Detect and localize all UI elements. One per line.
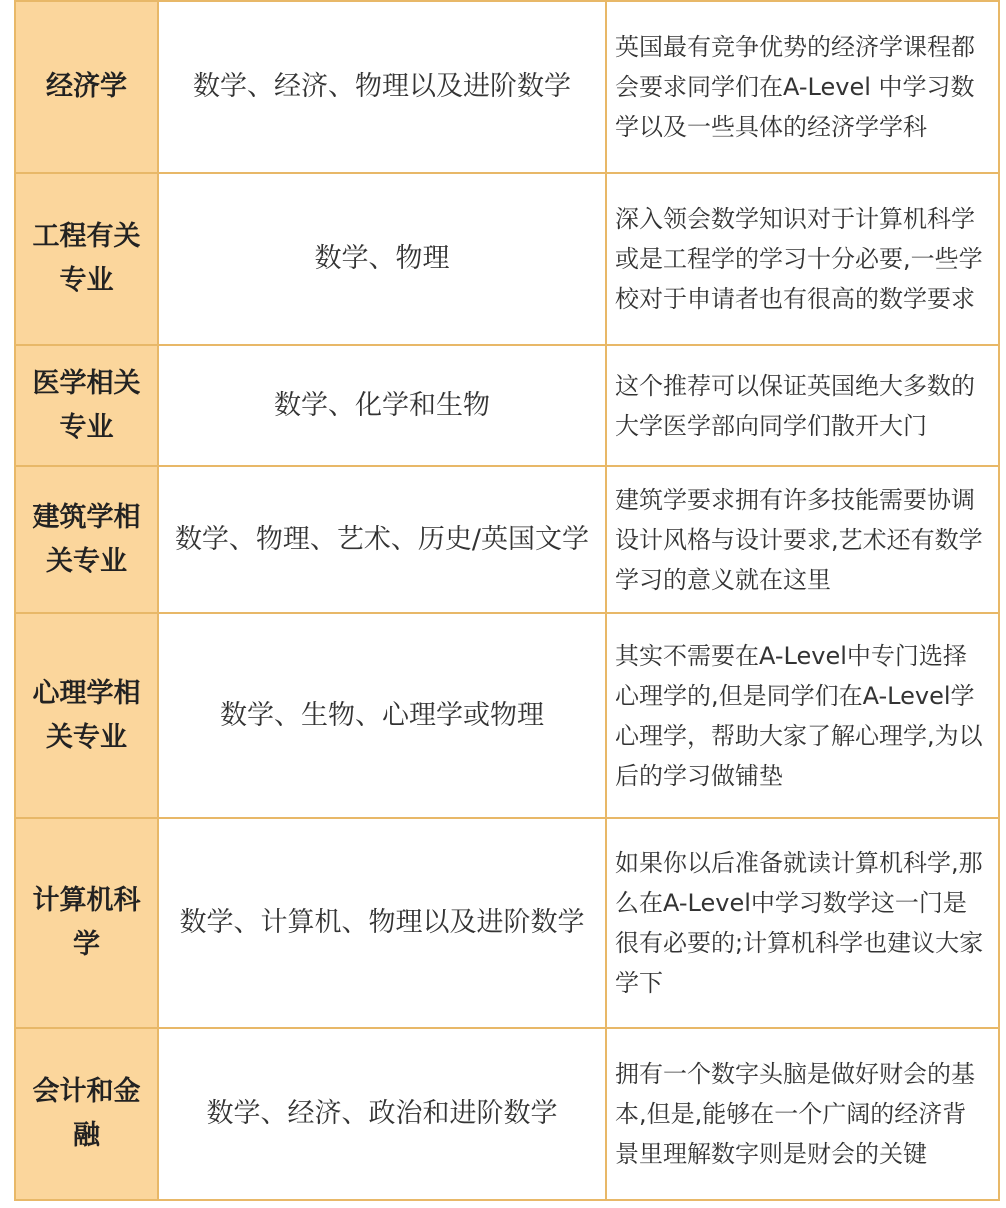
table-row — [15, 818, 999, 1028]
subjects-text: 数学、经济、政治和进阶数学 — [206, 1098, 558, 1129]
table-row — [15, 173, 999, 345]
major-label: 经济学 — [46, 71, 127, 102]
note-cell — [606, 1028, 999, 1200]
note-text: 其实不需要在A-Level中专门选择心理学的,但是同学们在A-Level学心理学，帮助大家了解心理学,为以后的学习做铺垫 — [615, 641, 983, 790]
subjects-text: 数学、计算机、物理以及进阶数学 — [179, 907, 585, 938]
major-label: 计算机科学 — [32, 885, 141, 960]
subjects-cell — [158, 1, 606, 173]
subjects-text: 数学、经济、物理以及进阶数学 — [193, 71, 571, 102]
note-text: 如果你以后准备就读计算机科学,那么在A-Level中学习数学这一门是很有必要的;计算机科学也建议大家学下 — [615, 849, 984, 997]
table-row — [15, 1, 999, 173]
major-label: 心理学相关专业 — [32, 677, 141, 753]
major-label: 建筑学相关专业 — [32, 501, 141, 577]
note-cell — [606, 466, 999, 613]
table-row — [15, 613, 999, 818]
note-text: 英国最有竞争优势的经济学课程都会要求同学们在A-Level 中学习数学以及一些具体的经济学学科 — [615, 33, 975, 141]
note-text: 拥有一个数字头脑是做好财会的基本,但是,能够在一个广阔的经济背景里理解数字则是财会的关键 — [615, 1060, 975, 1168]
note-cell — [606, 818, 999, 1028]
major-cell — [15, 466, 158, 613]
note-cell — [606, 173, 999, 345]
subjects-cell — [158, 466, 606, 613]
note-cell — [606, 613, 999, 818]
subjects-cell — [158, 1028, 606, 1200]
subjects-text: 数学、物理 — [314, 243, 450, 274]
note-text: 这个推荐可以保证英国绝大多数的大学医学部向同学们散开大门 — [615, 371, 975, 440]
note-text: 建筑学要求拥有许多技能需要协调设计风格与设计要求,艺术还有数学学习的意义就在这里 — [615, 485, 983, 594]
table-row — [15, 466, 999, 613]
major-cell — [15, 345, 158, 466]
subjects-cell — [158, 173, 606, 345]
subjects-text: 数学、生物、心理学或物理 — [220, 699, 544, 731]
note-cell — [606, 345, 999, 466]
major-subject-table — [14, 0, 1000, 1201]
major-label: 工程有关专业 — [32, 221, 141, 296]
subjects-cell — [158, 818, 606, 1028]
major-cell — [15, 1, 158, 173]
major-cell — [15, 173, 158, 345]
table-row — [15, 345, 999, 466]
subjects-text: 数学、化学和生物 — [274, 389, 490, 421]
major-cell — [15, 1028, 158, 1200]
major-label: 会计和金融 — [32, 1076, 141, 1151]
major-cell — [15, 818, 158, 1028]
major-label: 医学相关专业 — [32, 367, 141, 443]
subjects-cell — [158, 613, 606, 818]
major-cell — [15, 613, 158, 818]
subjects-text: 数学、物理、艺术、历史/英国文学 — [174, 523, 590, 555]
table-row — [15, 1028, 999, 1200]
subjects-cell — [158, 345, 606, 466]
note-cell — [606, 1, 999, 173]
note-text: 深入领会数学知识对于计算机科学或是工程学的学习十分必要,一些学校对于申请者也有很高的数学要求 — [615, 205, 983, 313]
